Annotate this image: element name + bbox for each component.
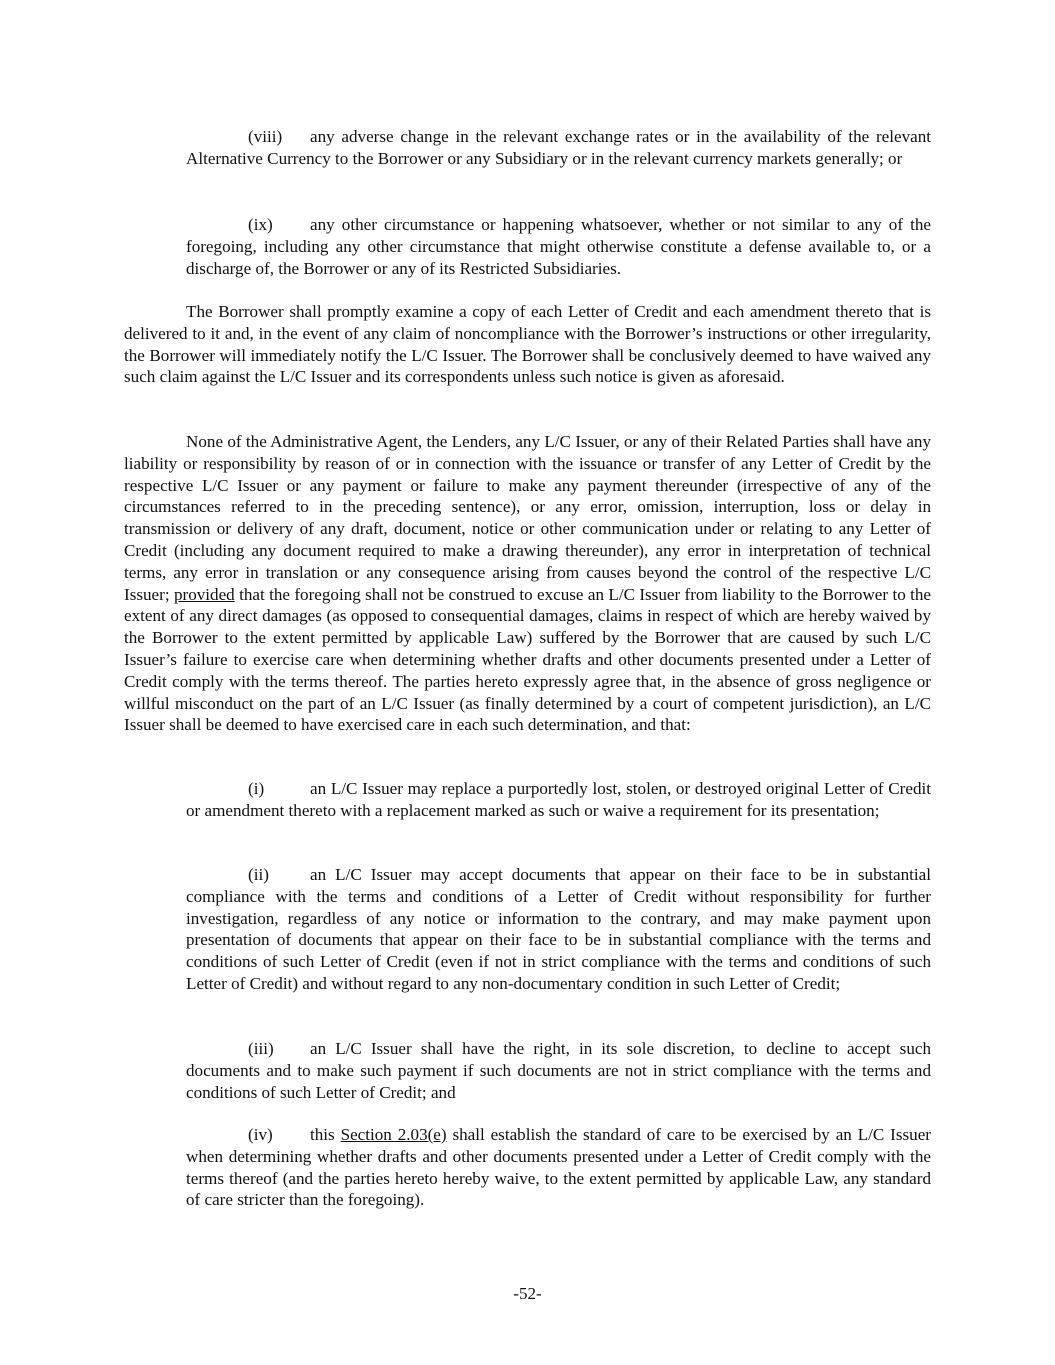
- section-reference-link[interactable]: Section 2.03(e): [340, 1125, 447, 1144]
- clause-text: an L/C Issuer shall have the right, in its sole discretion, to decline to accept such documents and to make such payment if such documents are not in strict compliance with the terms and conditions of such Letter of Credit; and: [186, 1039, 931, 1102]
- clause-ii: [186, 864, 931, 995]
- clause-i: [186, 778, 931, 822]
- clause-text-after: shall establish the standard of care to be exercised by an L/C Issuer when determining whether drafts and other documents presented under a Letter of Credit comply with the terms thereof (and the parties hereto hereby waive, to the extent permitted by applicable Law, any standard of care stricter than the foregoing).: [186, 1125, 931, 1210]
- clause-label: (ix): [248, 215, 273, 234]
- paragraph-liability: [124, 431, 931, 736]
- provided-term: provided: [173, 584, 235, 604]
- clause-label: (i): [248, 779, 265, 798]
- paragraph-text-after: that the foregoing shall not be construed to excuse an L/C Issuer from liability to the Borrower to the extent of any direct damages (as opposed to consequential damages, claims in respect of which are hereby waived by the Borrower to the extent permitted by applicable Law) suffered by the Borrower that are caused by such L/C Issuer’s failure to exercise care when determining whether drafts and other documents presented under a Letter of Credit comply with the terms thereof. The parties hereto expressly agree that, in the absence of gross negligence or willful misconduct on the part of an L/C Issuer (as finally determined by a court of competent jurisdiction), an L/C Issuer shall be deemed to have exercised care in each such determination, and that:: [124, 584, 931, 735]
- clause-ix: [186, 214, 931, 279]
- clause-viii: [186, 126, 931, 170]
- paragraph-text: The Borrower shall promptly examine a copy of each Letter of Credit and each amendment thereto that is delivered to it and, in the event of any claim of noncompliance with the Borrower’s instructions or other irregularity, the Borrower will immediately notify the L/C Issuer. The Borrower shall be conclusively deemed to have waived any such claim against the L/C Issuer and its correspondents unless such notice is given as aforesaid.: [124, 302, 931, 387]
- clause-iii: [186, 1038, 931, 1103]
- clause-label: (iii): [248, 1039, 274, 1058]
- clause-text: an L/C Issuer may replace a purportedly lost, stolen, or destroyed original Letter of Credit or amendment thereto with a replacement marked as such or waive a requirement for its presentation;: [186, 779, 931, 820]
- paragraph-text-before: None of the Administrative Agent, the Lenders, any L/C Issuer, or any of their Related Parties shall have any liability or responsibility by reason of or in connection with the issuance or transfer of any Letter of Credit by the respective L/C Issuer or any payment or failure to make any payment thereunder (irrespective of any of the circumstances referred to in the preceding sentence), or any error, omission, interruption, loss or delay in transmission or delivery of any draft, document, notice or other communication under or relating to any Letter of Credit (including any document required to make a drawing thereunder), any error in interpretation of technical terms, any error in translation or any consequence arising from causes beyond the control of the respective L/C Issuer;: [124, 432, 931, 604]
- clause-label: (ii): [248, 865, 269, 884]
- page-number: -52-: [513, 1284, 542, 1303]
- paragraph-examine: [124, 301, 931, 388]
- clause-text-before: this: [310, 1125, 341, 1144]
- clause-text: an L/C Issuer may accept documents that appear on their face to be in substantial compliance with the terms and conditions of a Letter of Credit without responsibility for further investigation, regardless of any notice or information to the contrary, and may make payment upon presentation of documents that appear on their face to be in substantial compliance with the terms and conditions of such Letter of Credit (even if not in strict compliance with the terms and conditions of such Letter of Credit) and without regard to any non-documentary condition in such Letter of Credit;: [186, 865, 931, 993]
- clause-label: (iv): [248, 1125, 273, 1144]
- clause-label: (viii): [248, 127, 283, 146]
- clause-text: any other circumstance or happening whatsoever, whether or not similar to any of the foregoing, including any other circumstance that might otherwise constitute a defense available to, or a discharge of, the Borrower or any of its Restricted Subsidiaries.: [186, 215, 931, 278]
- clause-text: any adverse change in the relevant exchange rates or in the availability of the relevant Alternative Currency to the Borrower or any Subsidiary or in the relevant currency markets generally; or: [186, 127, 931, 168]
- clause-iv: [186, 1124, 931, 1211]
